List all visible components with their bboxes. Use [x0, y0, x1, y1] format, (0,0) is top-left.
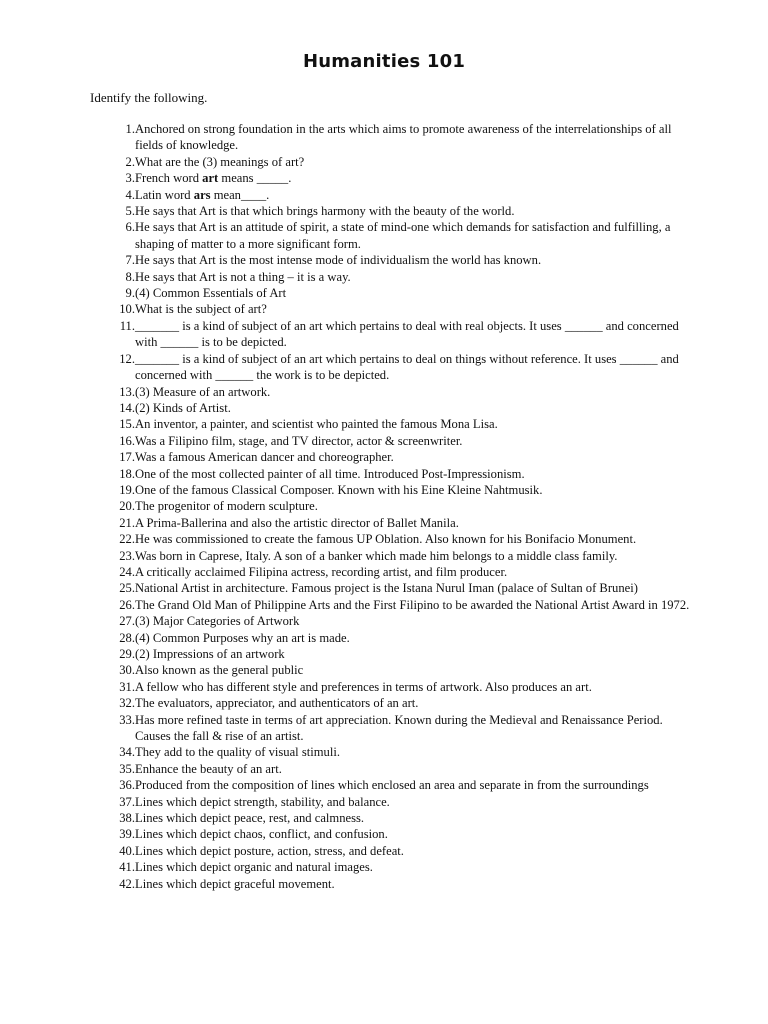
- question-number-label: 7.: [125, 253, 135, 268]
- question-text: A critically acclaimed Filipina actress, recording artist, and film producer.: [135, 564, 508, 579]
- question-text: Enhance the beauty of an art.: [135, 761, 282, 776]
- question-number-label: 3.: [125, 171, 135, 186]
- question-number: [90, 416, 135, 432]
- question-item: [90, 318, 690, 351]
- question-number: [90, 630, 135, 646]
- question-number: [90, 170, 135, 186]
- question-item: [90, 859, 690, 875]
- instructions-text: Identify the following.: [90, 90, 208, 105]
- question-item: [90, 498, 690, 514]
- question-number-label: 6.: [125, 220, 135, 235]
- question-number: [90, 219, 135, 235]
- question-number: [90, 613, 135, 629]
- question-text: The Grand Old Man of Philippine Arts and the First Filipino to be awarded the National Artist Award in 1972.: [135, 597, 690, 612]
- question-text: He says that Art is an attitude of spirit, a state of mind-one which demands for satisfaction and fulfilling, a shaping of matter to a more significant form.: [135, 220, 671, 251]
- question-number: [90, 121, 135, 137]
- question-item: [90, 630, 690, 646]
- question-number-label: 34.: [119, 745, 135, 760]
- question-number: [90, 433, 135, 449]
- question-number-label: 38.: [119, 811, 135, 826]
- question-number: [90, 154, 135, 170]
- question-item: [90, 252, 690, 268]
- question-number: [90, 662, 135, 678]
- page-title: Humanities 101: [302, 51, 466, 72]
- question-text-after: mean____.: [210, 187, 270, 202]
- question-item: [90, 843, 690, 859]
- question-text: What are the (3) meanings of art?: [135, 154, 305, 169]
- question-item: [90, 384, 690, 400]
- question-text: National Artist in architecture. Famous project is the Istana Nurul Iman (palace of Sultan of Brunei): [135, 581, 638, 596]
- question-text: (3) Major Categories of Artwork: [135, 614, 300, 629]
- question-text: An inventor, a painter, and scientist who painted the famous Mona Lisa.: [135, 417, 498, 432]
- question-number: [90, 826, 135, 842]
- question-number-label: 23.: [119, 548, 135, 563]
- question-item: [90, 761, 690, 777]
- question-bold-term: ars: [193, 187, 211, 202]
- question-number-label: 15.: [119, 417, 135, 432]
- question-number: [90, 498, 135, 514]
- question-text: What is the subject of art?: [135, 302, 267, 317]
- question-number-label: 31.: [119, 679, 135, 694]
- question-number-label: 16.: [119, 433, 135, 448]
- question-item: [90, 794, 690, 810]
- question-number-label: 27.: [119, 614, 135, 629]
- question-item: [90, 203, 690, 219]
- question-number-label: 33.: [119, 712, 135, 727]
- question-number-label: 20.: [119, 499, 135, 514]
- question-text: The evaluators, appreciator, and authenticators of an art.: [135, 696, 419, 711]
- question-text: He was commissioned to create the famous UP Oblation. Also known for his Bonifacio Monument.: [135, 532, 637, 547]
- question-number-label: 9.: [125, 286, 135, 301]
- question-number-label: 5.: [125, 204, 135, 219]
- question-text: The progenitor of modern sculpture.: [135, 499, 318, 514]
- question-number-label: 25.: [119, 581, 135, 596]
- question-item: [90, 548, 690, 564]
- question-text: They add to the quality of visual stimuli.: [135, 745, 340, 760]
- question-number: [90, 876, 135, 892]
- question-number-label: 39.: [119, 827, 135, 842]
- question-number: [90, 269, 135, 285]
- question-text: (4) Common Essentials of Art: [135, 286, 287, 301]
- question-item: [90, 449, 690, 465]
- question-number: [90, 449, 135, 465]
- question-item: [90, 712, 690, 745]
- question-item: [90, 433, 690, 449]
- question-bold-term: art: [202, 171, 219, 186]
- question-text: Also known as the general public: [135, 663, 304, 678]
- question-number: [90, 482, 135, 498]
- question-number: [90, 318, 135, 334]
- question-text: Lines which depict strength, stability, and balance.: [135, 794, 390, 809]
- question-item: [90, 646, 690, 662]
- question-text: Lines which depict organic and natural images.: [135, 860, 373, 875]
- question-text: Has more refined taste in terms of art appreciation. Known during the Medieval and Renaissance Period. Causes the fall & rise of an artist.: [135, 712, 663, 744]
- question-item: [90, 515, 690, 531]
- question-number: [90, 679, 135, 695]
- question-item: [90, 564, 690, 580]
- question-text: Anchored on strong foundation in the arts which aims to promote awareness of the interrelationships of all fields of knowledge.: [135, 122, 672, 153]
- question-text: (2) Kinds of Artist.: [135, 400, 231, 415]
- question-item: [90, 466, 690, 482]
- question-item: [90, 826, 690, 842]
- question-number: [90, 695, 135, 711]
- question-number: [90, 794, 135, 810]
- question-number-label: 36.: [119, 778, 135, 793]
- question-number-label: 1.: [125, 122, 135, 136]
- question-item: [90, 613, 690, 629]
- question-text: One of the most collected painter of all time. Introduced Post-Impressionism.: [135, 466, 525, 481]
- question-item: [90, 810, 690, 826]
- question-item: [90, 121, 690, 154]
- question-number: [90, 187, 135, 203]
- question-text: A Prima-Ballerina and also the artistic director of Ballet Manila.: [135, 515, 459, 530]
- question-number-label: 14.: [119, 400, 135, 415]
- question-text-before: Latin word: [135, 187, 194, 202]
- question-number: [90, 843, 135, 859]
- question-number-label: 4.: [125, 187, 135, 202]
- question-item: [90, 187, 690, 203]
- question-text: [135, 187, 690, 203]
- question-number: [90, 712, 135, 728]
- question-item: [90, 662, 690, 678]
- question-number-label: 11.: [119, 318, 135, 333]
- question-text: Was a famous American dancer and choreographer.: [135, 450, 394, 465]
- question-item: [90, 580, 690, 596]
- question-text: Was born in Caprese, Italy. A son of a banker which made him belongs to a middle class family.: [135, 548, 618, 563]
- question-number-label: 2.: [125, 154, 135, 169]
- question-text: [135, 170, 690, 186]
- question-text-after: means _____.: [218, 171, 292, 186]
- question-number-label: 41.: [119, 860, 135, 875]
- question-text: Lines which depict graceful movement.: [135, 876, 335, 891]
- question-item: [90, 876, 690, 892]
- question-item: [90, 744, 690, 760]
- question-number-label: 22.: [119, 532, 135, 547]
- question-number-label: 26.: [119, 597, 135, 612]
- question-text: (2) Impressions of an artwork: [135, 647, 285, 661]
- question-text: One of the famous Classical Composer. Known with his Eine Kleine Nahtmusik.: [135, 482, 543, 497]
- question-number: [90, 301, 135, 317]
- question-item: [90, 170, 690, 186]
- question-number-label: 32.: [119, 696, 135, 711]
- question-number-label: 18.: [119, 466, 135, 481]
- question-number: [90, 466, 135, 482]
- question-text: Lines which depict chaos, conflict, and confusion.: [135, 827, 388, 842]
- question-number: [90, 515, 135, 531]
- question-item: [90, 531, 690, 547]
- question-number: [90, 761, 135, 777]
- question-item: [90, 597, 690, 613]
- question-text: He says that Art is not a thing – it is a way.: [135, 269, 351, 284]
- question-item: [90, 301, 690, 317]
- question-text: A fellow who has different style and preferences in terms of artwork. Also produces an art.: [135, 679, 592, 694]
- question-item: [90, 695, 690, 711]
- question-text: Was a Filipino film, stage, and TV director, actor & screenwriter.: [135, 433, 463, 448]
- question-number-label: 21.: [119, 515, 135, 530]
- question-item: [90, 154, 690, 170]
- question-number-label: 37.: [119, 794, 135, 809]
- question-number: [90, 548, 135, 564]
- question-number: [90, 531, 135, 547]
- question-item: [90, 416, 690, 432]
- question-number-label: 17.: [119, 450, 135, 465]
- question-item: [90, 219, 690, 252]
- question-text: Produced from the composition of lines which enclosed an area and separate in from the surroundings: [135, 778, 649, 793]
- question-text: (3) Measure of an artwork.: [135, 384, 271, 399]
- question-number-label: 28.: [119, 630, 135, 645]
- question-number: [90, 859, 135, 875]
- question-number-label: 40.: [119, 843, 135, 858]
- question-number: [90, 203, 135, 219]
- question-number-label: 42.: [119, 876, 135, 891]
- question-text-before: French word: [135, 171, 203, 186]
- question-number: [90, 384, 135, 400]
- question-number-label: 24.: [119, 564, 135, 579]
- question-item: [90, 777, 690, 793]
- question-number: [90, 252, 135, 268]
- question-text: _______ is a kind of subject of an art which pertains to deal with real objects. It uses ______ and concerned with ______ is to be depicted.: [135, 318, 679, 350]
- question-number-label: 8.: [125, 269, 135, 284]
- question-number-label: 29.: [119, 647, 135, 661]
- question-number: [90, 351, 135, 367]
- question-text: (4) Common Purposes why an art is made.: [135, 630, 350, 645]
- question-item: [90, 351, 690, 384]
- question-number: [90, 744, 135, 760]
- question-item: [90, 285, 690, 301]
- question-number: [90, 777, 135, 793]
- question-number-label: 10.: [119, 302, 135, 317]
- question-number: [90, 285, 135, 301]
- question-text: _______ is a kind of subject of an art which pertains to deal on things without reference. It uses ______ and concerned with ______ the work is to be depicted.: [135, 351, 679, 383]
- question-number: [90, 564, 135, 580]
- question-number: [90, 580, 135, 596]
- question-number-label: 35.: [119, 761, 135, 776]
- question-item: [90, 679, 690, 695]
- question-text: Lines which depict posture, action, stress, and defeat.: [135, 843, 404, 858]
- question-number-label: 13.: [119, 384, 135, 399]
- question-number: [90, 400, 135, 416]
- question-text: He says that Art is that which brings harmony with the beauty of the world.: [135, 204, 515, 219]
- question-number: [90, 597, 135, 613]
- question-number-label: 30.: [119, 663, 135, 678]
- question-number-label: 12.: [119, 351, 135, 366]
- question-item: [90, 482, 690, 498]
- question-number: [90, 646, 135, 662]
- question-list: [90, 121, 690, 892]
- question-text: He says that Art is the most intense mode of individualism the world has known.: [135, 253, 542, 268]
- question-text: Lines which depict peace, rest, and calmness.: [135, 811, 365, 826]
- question-number: [90, 810, 135, 826]
- question-number-label: 19.: [119, 482, 135, 497]
- question-item: [90, 400, 690, 416]
- question-item: [90, 269, 690, 285]
